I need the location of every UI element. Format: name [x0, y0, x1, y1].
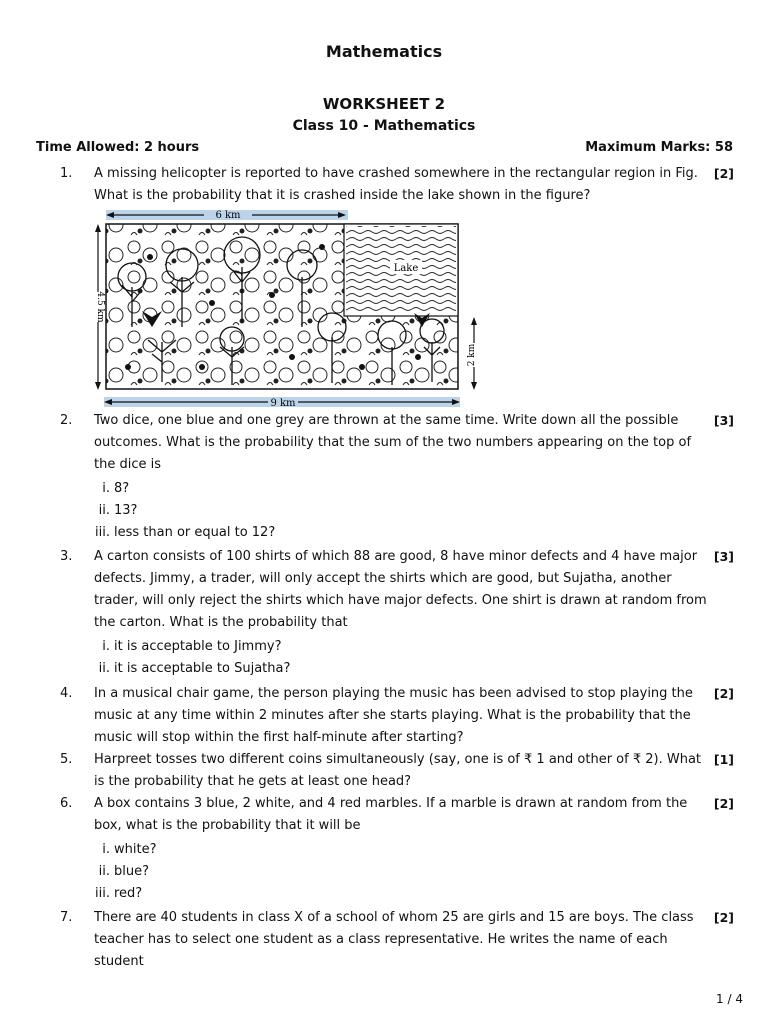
sub-question-list	[94, 839, 709, 905]
question-marks: [2]	[713, 686, 734, 701]
question-marks: [1]	[713, 752, 734, 767]
bottom-dimension-label: 9 km	[270, 398, 296, 409]
lake-label: Lake	[393, 263, 419, 274]
sub-question: i. it is acceptable to Jimmy?	[102, 639, 282, 654]
question-text	[94, 749, 709, 793]
question-body: There are 40 students in class X of a school of whom 25 are girls and 15 are boys. The class teacher has to select one student as a class representative. He writes the name of each student	[94, 910, 694, 969]
question-number: 2.	[60, 413, 73, 428]
sub-question: i. 8?	[102, 481, 130, 496]
question-marks: [2]	[713, 166, 734, 181]
question-number: 3.	[60, 549, 73, 564]
question-text	[94, 546, 709, 680]
time-allowed: Time Allowed: 2 hours	[36, 140, 200, 155]
question-marks: [3]	[713, 413, 734, 428]
question-text	[94, 793, 709, 905]
question-text	[94, 163, 709, 207]
sub-question: iii. red?	[95, 886, 143, 901]
worksheet-title: WORKSHEET 2	[322, 95, 446, 113]
question-text	[94, 410, 709, 544]
maximum-marks: Maximum Marks: 58	[585, 140, 733, 155]
sub-question: iii. less than or equal to 12?	[95, 525, 276, 540]
question-marks: [2]	[713, 796, 734, 811]
question-marks: [3]	[713, 549, 734, 564]
sub-question-list	[94, 636, 709, 680]
question-number: 6.	[60, 796, 73, 811]
question-text	[94, 907, 709, 973]
sub-question: ii. 13?	[98, 503, 138, 518]
sub-question: ii. blue?	[98, 864, 150, 879]
question-number: 5.	[60, 752, 73, 767]
class-title: Class 10 - Mathematics	[292, 118, 476, 134]
subject-heading: Mathematics	[325, 42, 443, 61]
question-number: 7.	[60, 910, 73, 925]
right-dimension-label: 2 km	[467, 343, 477, 367]
question-body: A box contains 3 blue, 2 white, and 4 red marbles. If a marble is drawn at random from the box, what is the probability that it will be	[94, 796, 688, 833]
question-body: In a musical chair game, the person playing the music has been advised to stop playing the music at any time within 2 minutes after she starts playing. What is the probability that the music will stop within the first half-minute after starting?	[94, 686, 693, 745]
question-number: 4.	[60, 686, 73, 701]
question-body: Two dice, one blue and one grey are thrown at the same time. Write down all the possible outcomes. What is the probability that the sum of the two numbers appearing on the top of the dice is	[94, 413, 692, 472]
left-dimension-label: 4.5 km	[95, 291, 105, 323]
helicopter-region-figure	[92, 207, 492, 412]
question-line: What is the probability that it is crashed inside the lake shown in the figure?	[94, 188, 591, 203]
sub-question: ii. it is acceptable to Sujatha?	[98, 661, 291, 676]
sub-question: i. white?	[102, 842, 157, 857]
page-number: 1 / 4	[716, 992, 743, 1006]
question-body: A carton consists of 100 shirts of which 88 are good, 8 have minor defects and 4 have major defects. Jimmy, a trader, will only accept the shirts which are good, but Sujatha, another trader, will only reject the shirts which have major defects. One shirt is drawn at random from the carton. What is the probability that	[94, 549, 707, 630]
top-dimension-label: 6 km	[215, 210, 241, 221]
question-body: Harpreet tosses two different coins simultaneously (say, one is of ₹ 1 and other of ₹ 2). What is the probability that he gets at least one head?	[94, 752, 702, 789]
question-line: A missing helicopter is reported to have crashed somewhere in the rectangular region in Fig.	[94, 166, 698, 181]
question-marks: [2]	[713, 910, 734, 925]
question-text	[94, 683, 709, 749]
sub-question-list	[94, 478, 709, 544]
question-number: 1.	[60, 166, 73, 181]
